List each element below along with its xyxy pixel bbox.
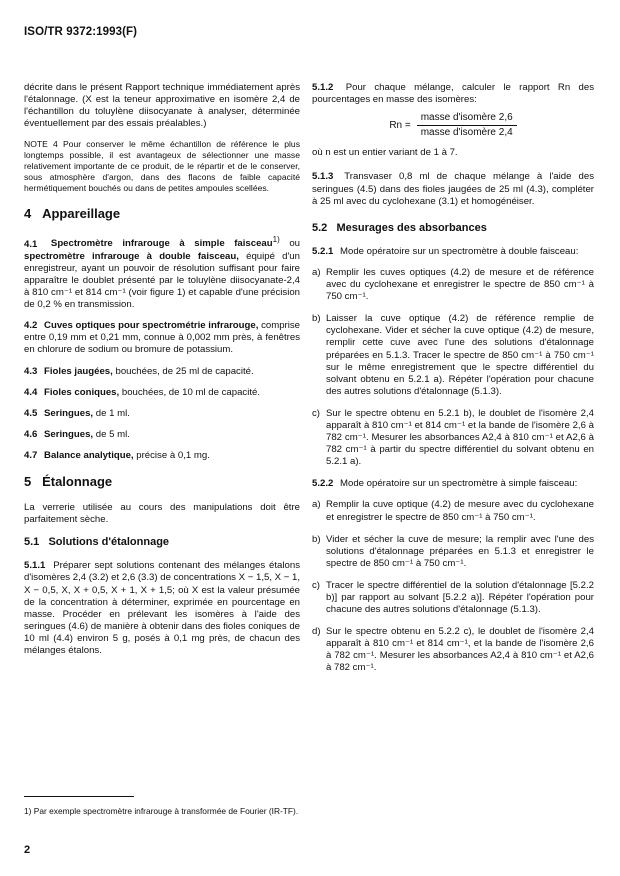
document-header: ISO/TR 9372:1993(F) <box>24 26 138 38</box>
clause-4-2: 4.2 Cuves optiques pour spectrométrie infrarouge, comprise entre 0,19 mm et 0,21 mm, connue à 0,002 mm près, à fenêtres en chlorure de sodium ou bromure de potassium. <box>24 320 300 356</box>
list-item: b) Laisser la cuve optique (4.2) de référence remplie de cyclohexane. Vider et sécher la cuve optique (4.2) de mesure, remplir cette cuve avec l'une des solutions d'étalonnage préparées en 5.1.3. Tracer le spectre de 850 cm⁻¹ à 750 cm⁻¹ sur le même enregistrement que le spectre différentiel du solvant obtenu en 5.2.1 a). Répéter l'opération pour chacune des autres solutions d'étalonnage (5.1.3). <box>312 313 594 397</box>
list-5-2-1 <box>312 267 594 468</box>
note-4: NOTE 4 Pour conserver le même échantillon de référence le plus longtemps possible, il est avantageux de sélectionner une masse relativement importante de ce produit, de le répartir et de le conserver, sous atmosphère d'argon, dans des flacons de faible capacité hermétiquement bouchés ou dans de petites ampoules scellées. <box>24 139 300 194</box>
clause-4-5: 4.5 Seringues, de 1 ml. <box>24 407 130 419</box>
list-item: a) Remplir les cuves optiques (4.2) de mesure et de référence avec du cyclohexane et enregistrer le spectre de 850 cm⁻¹ à 750 cm⁻¹. <box>312 266 594 303</box>
intro-paragraph: décrite dans le présent Rapport technique immédiatement après l'étalonnage. (X est la teneur approximative en isomère 2,4 de l'échantillon du toluylène diisocyanate à analyser, déterminée éventuellement par des essais préalables.) <box>24 82 300 130</box>
formula-lhs: Rn = <box>389 119 411 131</box>
clause-4-6: 4.6 Seringues, de 5 ml. <box>24 428 130 440</box>
list-item: a) Remplir la cuve optique (4.2) de mesure avec du cyclohexane et enregistrer le spectre de 850 cm⁻¹ à 750 cm⁻¹. <box>312 499 594 523</box>
footnote: 1) Par exemple spectromètre infrarouge à transformée de Fourier (IR-TF). <box>24 806 299 816</box>
formula-numerator: masse d'isomère 2,6 <box>417 112 517 126</box>
section-4-heading <box>24 208 300 220</box>
section-5-1-heading: 5.1 Solutions d'étalonnage <box>24 536 170 549</box>
section-title: Étalonnage <box>42 473 113 489</box>
formula-fraction <box>417 112 517 139</box>
section-number: 4 <box>24 206 32 222</box>
formula-denominator: masse d'isomère 2,4 <box>420 127 513 139</box>
footnote-ref: 1) <box>272 235 280 245</box>
list-item: c) Tracer le spectre différentiel de la solution d'étalonnage [5.2.2 b)] par rapport au solvant [5.2.2 a)]. Répéter l'opération pour chacune des autres solutions d'étalonnage (5.1.3). <box>312 579 594 616</box>
left-column <box>24 82 300 666</box>
formula-explanation: où n est un entier variant de 1 à 7. <box>312 147 458 159</box>
clause-5-2-2: 5.2.2 Mode opératoire sur un spectromètre à simple faisceau: <box>312 478 578 490</box>
section-5-text: La verrerie utilisée au cours des manipulations doit être parfaitement sèche. <box>24 502 300 526</box>
clause-5-2-1: 5.2.1 Mode opératoire sur un spectromètre à double faisceau: <box>312 245 579 257</box>
clause-4-4: 4.4 Fioles coniques, bouchées, de 10 ml de capacité. <box>24 386 260 398</box>
clause-4-7: 4.7 Balance analytique, précise à 0,1 mg. <box>24 449 210 461</box>
right-column <box>312 82 594 685</box>
clause-5-1-3: 5.1.3 Transvaser 0,8 ml de chaque mélange à l'aide des seringues (4.5) dans des fioles jaugées de 25 ml (4.3), compléter à 25 ml avec du cyclohexane (3.1) et homogénéiser. <box>312 171 595 207</box>
ratio-formula <box>312 112 594 139</box>
clause-4-1: 4.1 Spectromètre infrarouge à simple faisceau$^{1)}$ ou spectromètre infrarouge à double faisceau, équipé d'un enregistreur, ayant un pouvoir de résolution suffisant pour faire apparaître le doublet présenté par le toluylène diisocyanate-2,4 à 810 cm⁻¹ et 814 cm⁻¹ (voir figure 1) et capable d'une précision de 0,2 % en transmission. <box>24 235 300 311</box>
list-item: d) Sur le spectre obtenu en 5.2.2 c), le doublet de l'isomère 2,4 apparaît à 810 cm⁻¹ et 814 cm⁻¹, et la bande de l'isomère 2,6 à 782 cm⁻¹. Mesurer les absorbances A2,4 à 810 cm⁻¹ et A2,6 à 782 cm⁻¹. <box>312 626 594 674</box>
footnote-divider <box>24 796 134 797</box>
list-item: c) Sur le spectre obtenu en 5.2.1 b), le doublet de l'isomère 2,4 apparaît à 810 cm⁻¹ et 814 cm⁻¹ et la bande de l'isomère 2,6 à 782 cm⁻¹. Mesurer les absorbances A2,4 à 810 cm⁻¹ et A2,6 à 782 cm⁻¹ à partir du spectre différentiel du solvant obtenu en 5.2.1 a). <box>312 407 594 468</box>
list-item: b) Vider et sécher la cuve de mesure; la remplir avec l'une des solutions d'étalonnage préparées en 5.1.3 et enregistrer le spectre de 850 cm⁻¹ à 750 cm⁻¹. <box>312 533 594 569</box>
page-number: 2 <box>24 844 31 856</box>
section-5-2-heading: 5.2 Mesurages des absorbances <box>312 221 487 234</box>
clause-5-1-1: 5.1.1 Préparer sept solutions contenant des mélanges étalons d'isomères 2,4 (3.2) et 2,6 (3.3) de concentrations X − 1,5, X − 1, X − 0,5, X, X + 0,5, X + 1, X + 1,5; où X est la valeur présumée de la concentration à déterminer, exprimée en pourcentage en masse. Procéder en prélevant les isomères à l'aide des seringues (4.6) de manière à obtenir dans des fioles coniques de 10 ml (4.4) environ 5 g, posés à 0,1 mg près, de chacun des mélanges étalons. <box>24 560 300 656</box>
section-5-heading <box>24 473 300 489</box>
section-number: 5 <box>24 473 32 489</box>
section-title: Appareillage <box>42 206 121 222</box>
clause-5-1-2: 5.1.2 Pour chaque mélange, calculer le rapport Rn des pourcentages en masse des isomères: <box>312 82 594 106</box>
list-5-2-2 <box>312 499 594 674</box>
clause-4-3: 4.3 Fioles jaugées, bouchées, de 25 ml de capacité. <box>24 365 254 377</box>
